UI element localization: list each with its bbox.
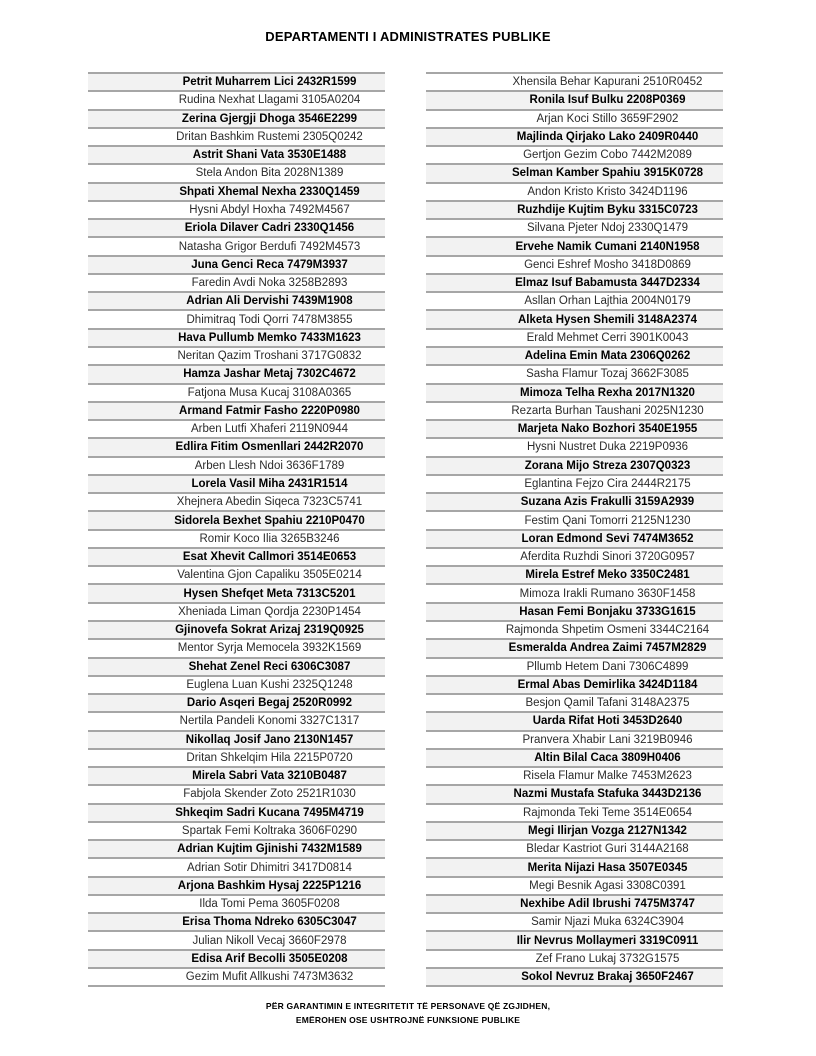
person-entry: Besjon Qamil Tafani 3148A2375 xyxy=(525,697,690,710)
person-row xyxy=(426,693,723,711)
person-row xyxy=(88,912,385,930)
person-entry: Marjeta Nako Bozhori 3540E1955 xyxy=(517,423,698,436)
person-row xyxy=(88,930,385,948)
person-row xyxy=(88,730,385,748)
person-entry: Sidorela Bexhet Spahiu 2210P0470 xyxy=(174,514,365,527)
person-row xyxy=(88,145,385,163)
person-row xyxy=(88,383,385,401)
person-entry: Nertila Pandeli Konomi 3327C1317 xyxy=(179,715,360,728)
person-row xyxy=(426,218,723,236)
person-row xyxy=(88,109,385,127)
person-row xyxy=(426,675,723,693)
person-row xyxy=(426,529,723,547)
person-entry: Suzana Azis Frakulli 3159A2939 xyxy=(520,496,695,509)
left-column-list xyxy=(88,72,385,987)
person-row xyxy=(88,839,385,857)
person-entry: Uarda Rifat Hoti 3453D2640 xyxy=(532,715,683,728)
person-entry: Hysni Nustret Duka 2219P0936 xyxy=(526,441,689,454)
person-row xyxy=(88,894,385,912)
person-entry: Ervehe Namik Cumani 2140N1958 xyxy=(515,240,700,253)
person-row xyxy=(88,766,385,784)
person-row xyxy=(88,529,385,547)
person-entry: Ronila Isuf Bulku 2208P0369 xyxy=(529,94,686,107)
person-entry: Shkeqim Sadri Kucana 7495M4719 xyxy=(175,806,364,819)
person-row xyxy=(88,510,385,528)
person-entry: Petrit Muharrem Lici 2432R1599 xyxy=(182,76,357,89)
person-entry: Gezim Mufit Allkushi 7473M3632 xyxy=(185,971,354,984)
person-entry: Juna Genci Reca 7479M3937 xyxy=(191,258,348,271)
person-entry: Sasha Flamur Tozaj 3662F3085 xyxy=(526,368,689,381)
person-entry: Ilda Tomi Pema 3605F0208 xyxy=(199,898,340,911)
person-entry: Megi Ilirjan Vozga 2127N1342 xyxy=(528,825,687,838)
person-entry: Pranvera Xhabir Lani 3219B0946 xyxy=(522,733,693,746)
person-entry: Merita Nijazi Hasa 3507E0345 xyxy=(527,861,688,874)
person-entry: Altin Bilal Caca 3809H0406 xyxy=(534,751,681,764)
person-row xyxy=(426,638,723,656)
person-entry: Arben Llesh Ndoi 3636F1789 xyxy=(194,459,345,472)
person-row xyxy=(88,657,385,675)
person-entry: Hasan Femi Bonjaku 3733G1615 xyxy=(519,605,696,618)
person-row xyxy=(426,273,723,291)
person-row xyxy=(426,748,723,766)
person-row xyxy=(88,949,385,967)
person-entry: Dario Asqeri Begaj 2520R0992 xyxy=(186,697,353,710)
person-entry: Lorela Vasil Miha 2431R1514 xyxy=(191,477,348,490)
person-row xyxy=(88,90,385,108)
footer-line-1: PËR GARANTIMIN E INTEGRITETIT TË PERSONAVE QË ZGJIDHEN, xyxy=(265,1001,551,1011)
person-entry: Esmeralda Andrea Zaimi 7457M2829 xyxy=(508,642,707,655)
person-entry: Mirela Estref Meko 3350C2481 xyxy=(525,569,690,582)
person-row xyxy=(426,711,723,729)
person-row xyxy=(426,236,723,254)
person-entry: Risela Flamur Malke 7453M2623 xyxy=(523,770,692,783)
person-row xyxy=(88,127,385,145)
person-entry: Bledar Kastriot Guri 3144A2168 xyxy=(526,843,689,856)
person-row xyxy=(88,857,385,875)
person-entry: Rajmonda Teki Teme 3514E0654 xyxy=(523,806,692,819)
person-entry: Ilir Nevrus Mollaymeri 3319C0911 xyxy=(516,934,699,947)
person-entry: Xheniada Liman Qordja 2230P1454 xyxy=(178,605,361,618)
person-row xyxy=(88,182,385,200)
person-entry: Natasha Grigor Berdufi 7492M4573 xyxy=(178,240,361,253)
person-row xyxy=(426,803,723,821)
person-row xyxy=(88,72,385,90)
person-row xyxy=(88,784,385,802)
person-entry: Dhimitraq Todi Qorri 7478M3855 xyxy=(186,313,353,326)
person-entry: Rudina Nexhat Llagami 3105A0204 xyxy=(178,94,361,107)
person-entry: Festim Qani Tomorri 2125N1230 xyxy=(524,514,691,527)
person-row xyxy=(426,255,723,273)
person-row xyxy=(426,456,723,474)
person-row xyxy=(88,419,385,437)
person-entry: Nazmi Mustafa Stafuka 3443D2136 xyxy=(513,788,702,801)
person-row xyxy=(88,492,385,510)
person-entry: Gertjon Gezim Cobo 7442M2089 xyxy=(523,149,692,162)
person-row xyxy=(88,346,385,364)
person-entry: Andon Kristo Kristo 3424D1196 xyxy=(527,185,688,198)
person-row xyxy=(426,90,723,108)
person-row xyxy=(426,583,723,601)
person-row xyxy=(426,857,723,875)
person-row xyxy=(88,200,385,218)
person-row xyxy=(426,492,723,510)
person-row xyxy=(426,182,723,200)
person-row xyxy=(426,328,723,346)
person-row xyxy=(426,401,723,419)
person-entry: Elmaz Isuf Babamusta 3447D2334 xyxy=(515,277,700,290)
person-row xyxy=(88,255,385,273)
person-row xyxy=(88,163,385,181)
person-entry: Esat Xhevit Callmori 3514E0653 xyxy=(182,551,357,564)
person-row xyxy=(426,200,723,218)
person-entry: Loran Edmond Sevi 7474M3652 xyxy=(521,532,694,545)
person-entry: Rezarta Burhan Taushani 2025N1230 xyxy=(511,404,704,417)
person-row xyxy=(88,602,385,620)
person-entry: Romir Koco Ilia 3265B3246 xyxy=(199,532,340,545)
person-entry: Shpati Xhemal Nexha 2330Q1459 xyxy=(179,185,360,198)
person-row xyxy=(426,730,723,748)
person-row xyxy=(426,565,723,583)
person-row xyxy=(426,163,723,181)
person-entry: Mentor Syrja Memocela 3932K1569 xyxy=(177,642,362,655)
person-entry: Mirela Sabri Vata 3210B0487 xyxy=(192,770,347,783)
person-row xyxy=(426,474,723,492)
person-row xyxy=(88,437,385,455)
person-row xyxy=(88,876,385,894)
person-row xyxy=(426,602,723,620)
person-entry: Gjinovefa Sokrat Arizaj 2319Q0925 xyxy=(175,624,364,637)
person-entry: Xhensila Behar Kapurani 2510R0452 xyxy=(512,76,703,89)
person-entry: Edlira Fitim Osmenllari 2442R2070 xyxy=(175,441,364,454)
page-title: DEPARTAMENTI I ADMINISTRATES PUBLIKE xyxy=(265,29,551,44)
person-entry: Arjan Koci Stillo 3659F2902 xyxy=(536,112,679,125)
person-entry: Adelina Emin Mata 2306Q0262 xyxy=(524,350,691,363)
person-row xyxy=(88,309,385,327)
person-entry: Silvana Pjeter Ndoj 2330Q1479 xyxy=(526,222,689,235)
person-row xyxy=(88,273,385,291)
person-entry: Mimoza Telha Rexha 2017N1320 xyxy=(520,386,695,399)
person-entry: Asllan Orhan Lajthia 2004N0179 xyxy=(524,295,691,308)
person-entry: Armand Fatmir Fasho 2220P0980 xyxy=(179,404,360,417)
person-entry: Fabjola Skender Zoto 2521R1030 xyxy=(183,788,356,801)
person-row xyxy=(88,364,385,382)
person-entry: Sokol Nevruz Brakaj 3650F2467 xyxy=(521,971,694,984)
person-row xyxy=(426,657,723,675)
person-entry: Genci Eshref Mosho 3418D0869 xyxy=(524,258,691,271)
person-row xyxy=(426,145,723,163)
person-row xyxy=(426,876,723,894)
person-entry: Erald Mehmet Cerri 3901K0043 xyxy=(526,331,689,344)
person-entry: Fatjona Musa Kucaj 3108A0365 xyxy=(187,386,352,399)
person-entry: Rajmonda Shpetim Osmeni 3344C2164 xyxy=(505,624,710,637)
person-entry: Shehat Zenel Reci 6306C3087 xyxy=(188,660,351,673)
person-entry: Dritan Shkelqim Hila 2215P0720 xyxy=(186,751,353,764)
person-entry: Megi Besnik Agasi 3308C0391 xyxy=(529,879,686,892)
person-row xyxy=(88,675,385,693)
person-entry: Hamza Jashar Metaj 7302C4672 xyxy=(183,368,356,381)
person-row xyxy=(426,912,723,930)
person-entry: Adrian Kujtim Gjinishi 7432M1589 xyxy=(177,843,362,856)
person-entry: Dritan Bashkim Rustemi 2305Q0242 xyxy=(176,130,363,143)
person-entry: Ermal Abas Demirlika 3424D1184 xyxy=(517,678,698,691)
person-entry: Spartak Femi Koltraka 3606F0290 xyxy=(181,825,358,838)
person-row xyxy=(426,839,723,857)
person-row xyxy=(88,693,385,711)
person-row xyxy=(88,291,385,309)
person-entry: Selman Kamber Spahiu 3915K0728 xyxy=(511,167,704,180)
person-row xyxy=(426,766,723,784)
person-entry: Zef Frano Lukaj 3732G1575 xyxy=(535,952,680,965)
person-entry: Hava Pullumb Memko 7433M1623 xyxy=(178,331,361,344)
person-row xyxy=(426,620,723,638)
person-entry: Valentina Gjon Capaliku 3505E0214 xyxy=(177,569,362,582)
person-row xyxy=(426,949,723,967)
person-entry: Eriola Dilaver Cadri 2330Q1456 xyxy=(184,222,355,235)
person-row xyxy=(426,967,723,985)
person-row xyxy=(88,474,385,492)
footer-line-2: EMËROHEN OSE USHTROJNË FUNKSIONE PUBLIKE xyxy=(295,1014,521,1025)
person-row xyxy=(426,309,723,327)
person-row xyxy=(88,583,385,601)
person-row xyxy=(426,419,723,437)
person-row xyxy=(426,784,723,802)
person-row xyxy=(88,218,385,236)
person-entry: Euglena Luan Kushi 2325Q1248 xyxy=(186,678,353,691)
person-row xyxy=(426,109,723,127)
person-entry: Ruzhdije Kujtim Byku 3315C0723 xyxy=(517,203,698,216)
person-entry: Erisa Thoma Ndreko 6305C3047 xyxy=(182,916,357,929)
right-column-list xyxy=(426,72,723,987)
person-row xyxy=(426,127,723,145)
person-row xyxy=(426,437,723,455)
person-row xyxy=(88,401,385,419)
person-entry: Pllumb Hetem Dani 7306C4899 xyxy=(526,660,689,673)
person-entry: Faredin Avdi Noka 3258B2893 xyxy=(191,277,348,290)
person-row xyxy=(88,711,385,729)
person-entry: Alketa Hysen Shemili 3148A2374 xyxy=(518,313,697,326)
person-entry: Julian Nikoll Vecaj 3660F2978 xyxy=(192,934,347,947)
person-entry: Mimoza Irakli Rumano 3630F1458 xyxy=(519,587,696,600)
person-entry: Xhejnera Abedin Siqeca 7323C5741 xyxy=(176,496,363,509)
person-entry: Adrian Sotir Dhimitri 3417D0814 xyxy=(187,861,352,874)
person-row xyxy=(88,565,385,583)
person-entry: Astrit Shani Vata 3530E1488 xyxy=(192,149,347,162)
person-row xyxy=(426,291,723,309)
person-row xyxy=(88,821,385,839)
person-entry: Eglantina Fejzo Cira 2444R2175 xyxy=(524,477,691,490)
person-entry: Nexhibe Adil Ibrushi 7475M3747 xyxy=(520,898,695,911)
person-entry: Nikollaq Josif Jano 2130N1457 xyxy=(185,733,354,746)
person-entry: Zerina Gjergji Dhoga 3546E2299 xyxy=(181,112,358,125)
person-row xyxy=(88,967,385,985)
person-row xyxy=(88,236,385,254)
person-entry: Samir Njazi Muka 6324C3904 xyxy=(531,916,684,929)
person-row xyxy=(426,383,723,401)
person-entry: Arjona Bashkim Hysaj 2225P1216 xyxy=(177,879,362,892)
person-row xyxy=(88,456,385,474)
person-entry: Aferdita Ruzhdi Sinori 3720G0957 xyxy=(520,551,695,564)
person-entry: Edisa Arif Becolli 3505E0208 xyxy=(191,952,348,965)
person-entry: Neritan Qazim Troshani 3717G0832 xyxy=(177,350,362,363)
person-entry: Stela Andon Bita 2028N1389 xyxy=(195,167,344,180)
person-row xyxy=(88,620,385,638)
person-row xyxy=(426,346,723,364)
person-entry: Hysni Abdyl Hoxha 7492M4567 xyxy=(189,203,350,216)
person-row xyxy=(88,638,385,656)
person-entry: Arben Lutfi Xhaferi 2119N0944 xyxy=(190,423,349,436)
person-row xyxy=(426,364,723,382)
person-row xyxy=(88,803,385,821)
person-entry: Majlinda Qirjako Lako 2409R0440 xyxy=(516,130,699,143)
person-row xyxy=(426,930,723,948)
person-row xyxy=(88,748,385,766)
person-entry: Hysen Shefqet Meta 7313C5201 xyxy=(183,587,356,600)
person-row xyxy=(88,328,385,346)
person-row xyxy=(426,547,723,565)
footer-note xyxy=(0,1000,816,1027)
person-row xyxy=(426,72,723,90)
person-row xyxy=(426,894,723,912)
person-entry: Adrian Ali Dervishi 7439M1908 xyxy=(186,295,353,308)
person-row xyxy=(88,547,385,565)
person-entry: Zorana Mijo Streza 2307Q0323 xyxy=(524,459,691,472)
person-row xyxy=(426,821,723,839)
person-row xyxy=(426,510,723,528)
